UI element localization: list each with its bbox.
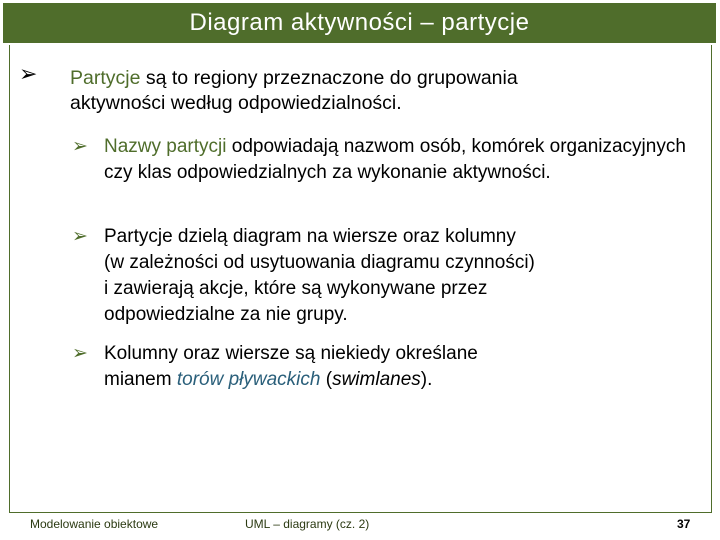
arrow-bullet-icon: ➢: [19, 62, 38, 87]
sub-arrow-icon: ➢: [72, 342, 88, 364]
footer-course: Modelowanie obiektowe: [30, 517, 159, 531]
main-bullet-text: [70, 66, 690, 116]
term-partycje: Partycje: [70, 67, 141, 89]
term-swimlanes: swimlanes: [332, 369, 421, 390]
sub2-line2: (w zależności od usytuowania diagramu czynności): [104, 252, 535, 273]
term-nazwy-partycji: Nazwy partycji: [104, 136, 227, 157]
sub-bullet-3: [104, 341, 704, 393]
sub-bullet-2: [104, 224, 704, 328]
footer-topic: UML – diagramy (cz. 2): [245, 517, 370, 531]
sub2-line4: odpowiedzialne za nie grupy.: [104, 304, 348, 325]
sub2-line3: i zawierają akcje, które są wykonywane przez: [104, 278, 488, 299]
sub3-line2-post: ).: [420, 369, 433, 390]
main-text-rest: są to regiony przeznaczone do grupowania: [140, 67, 518, 89]
main-text-line2: aktywności według odpowiedzialności.: [70, 92, 402, 114]
sub3-line2-mid: (: [320, 369, 333, 390]
slide-title: Diagram aktywności – partycje: [189, 9, 530, 36]
sub-arrow-icon: ➢: [72, 225, 88, 247]
sub3-line1: Kolumny oraz wiersze są niekiedy określane: [104, 343, 478, 364]
sub-arrow-icon: ➢: [72, 135, 88, 157]
sub-bullet-1: [104, 134, 704, 186]
term-torow-plywackich: torów pływackich: [176, 369, 321, 390]
page-number: 37: [677, 517, 691, 531]
sub2-line1: Partycje dzielą diagram na wiersze oraz kolumny: [104, 226, 516, 247]
title-bar: [3, 3, 716, 43]
sub1-text: odpowiadają nazwom osób, komórek organizacyjnych czy klas odpowiedzialnych za wykonanie aktywności.: [104, 136, 686, 183]
sub3-line2-pre: mianem: [104, 369, 177, 390]
